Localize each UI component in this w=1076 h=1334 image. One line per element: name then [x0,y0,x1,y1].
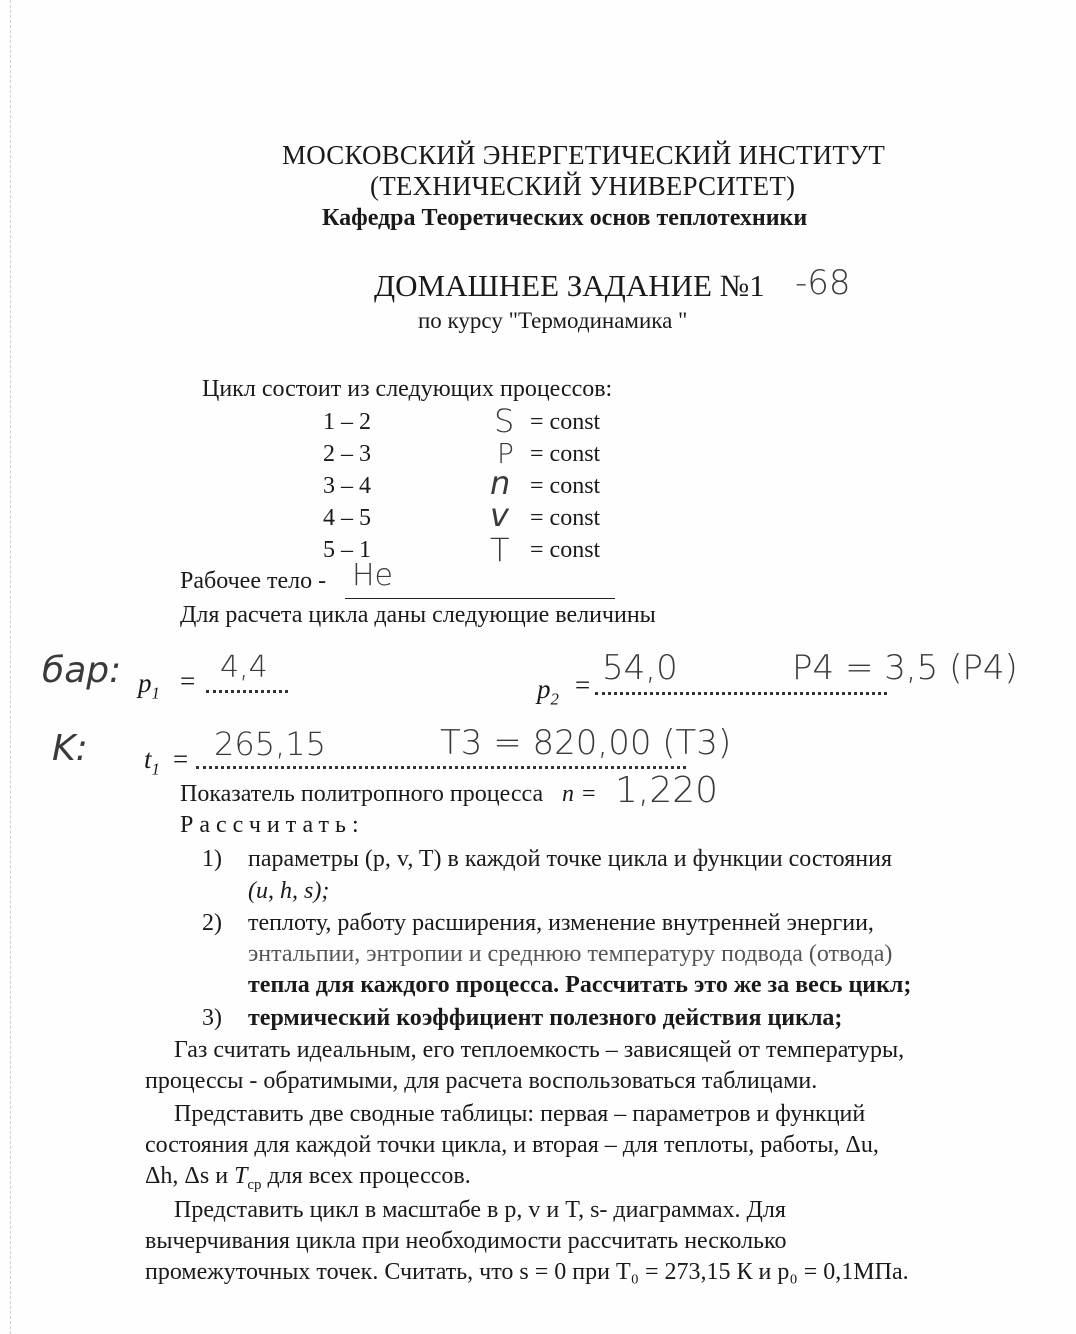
scan-edge [10,0,13,1334]
tasks-heading: Рассчитать: [180,812,365,838]
working-fluid-field [345,598,615,599]
variant-number-handwritten: -68 [795,263,851,303]
pressure-unit-note: бар: [42,650,122,691]
given-intro: Для расчета цикла даны следующие величины [180,602,656,628]
t1-symbol: t [144,744,152,774]
cycle-intro: Цикл состоит из следующих процессов: [202,376,613,402]
p2-subscript: 2 [550,689,559,709]
task-line: (u, h, s); [248,878,330,904]
note-line: промежуточных точек. Считать, что s = 0 при T₀ = 273,15 К и p₀ = 0,1МПа. [145,1259,909,1285]
t1-label [144,744,160,779]
task-line: энтальпии, энтропии и среднюю температуру подвода (отвода) [248,941,893,967]
process-variable: S [494,402,515,440]
note-line: состояния для каждой точки цикла, и вторая – для теплоты, работы, Δu, [145,1132,879,1158]
process-points: 4 – 5 [323,505,371,531]
note-line: Представить цикл в масштабе в p, v и T, s- диаграммах. Для [174,1197,786,1223]
process-points: 1 – 2 [323,409,371,435]
t3-handwritten-note: T3 = 820,00 (T3) [440,723,732,763]
note-line: вычерчивания цикла при необходимости рассчитать несколько [145,1228,787,1254]
p2-equals: = [575,670,591,700]
note-line: Газ считать идеальным, его теплоемкость – зависящей от температуры, [174,1037,905,1063]
polytropic-label: Показатель политропного процесса [180,781,544,807]
const-label: = const [530,505,601,531]
t1-subscript: 1 [151,759,160,779]
p2-dotted-field [595,692,887,695]
note-line: процессы - обратимыми, для расчета воспользоваться таблицами. [145,1068,818,1094]
note-line: Представить две сводные таблицы: первая – параметров и функций [174,1101,866,1127]
working-fluid-label: Рабочее тело - [180,568,327,594]
p1-label [138,668,160,703]
p1-symbol: p [138,668,152,698]
institute-subtitle: (ТЕХНИЧЕСКИЙ УНИВЕРСИТЕТ) [370,171,796,201]
p4-handwritten-note: P4 = 3,5 (P4) [792,648,1018,688]
p1-value: 4,4 [220,650,268,685]
note-text: для всех процессов. [261,1163,471,1189]
p2-label [537,674,559,709]
process-points: 2 – 3 [323,441,371,467]
task-number: 2) [202,910,222,936]
const-label: = const [530,409,601,435]
const-label: = const [530,537,601,563]
polytropic-value: 1,220 [615,770,719,811]
working-fluid-value: He [352,558,394,593]
process-variable: P [497,437,514,470]
t1-equals: = [173,744,189,774]
note-line [145,1163,471,1194]
course-line: по курсу "Термодинамика " [418,308,688,333]
const-label: = const [530,441,601,467]
task-number: 1) [202,846,222,872]
t-avg-subscript: ср [247,1176,262,1193]
t-avg-symbol: T [234,1163,248,1189]
p1-dotted-field [206,690,288,693]
p2-value: 54,0 [602,648,678,688]
polytropic-symbol: n [562,781,574,807]
process-variable: T [490,531,510,569]
task-number: 3) [202,1005,222,1031]
process-variable: n [490,464,511,502]
task-line: тепла для каждого процесса. Рассчитать это же за весь цикл; [248,972,912,998]
task-line: термический коэффициент полезного действия цикла; [248,1005,843,1031]
assignment-title: ДОМАШНЕЕ ЗАДАНИЕ №1 [374,268,765,303]
t1-value: 265,15 [214,725,326,763]
task-line: параметры (p, v, T) в каждой точке цикла и функции состояния [248,846,892,872]
p1-equals: = [180,666,196,696]
p1-subscript: 1 [151,683,160,703]
note-text: Δh, Δs и [145,1163,235,1189]
process-variable: v [490,496,509,534]
temperature-unit-note: K: [52,728,88,769]
process-points: 5 – 1 [323,537,371,563]
institute-name: МОСКОВСКИЙ ЭНЕРГЕТИЧЕСКИЙ ИНСТИТУТ [282,140,886,170]
const-label: = const [530,473,601,499]
task-line: теплоту, работу расширения, изменение внутренней энергии, [248,910,874,936]
p2-symbol: p [537,674,551,704]
department-name: Кафедра Теоретических основ теплотехники [322,205,808,231]
t1-dotted-field [196,766,686,769]
polytropic-equals: = [582,781,596,807]
process-points: 3 – 4 [323,473,371,499]
